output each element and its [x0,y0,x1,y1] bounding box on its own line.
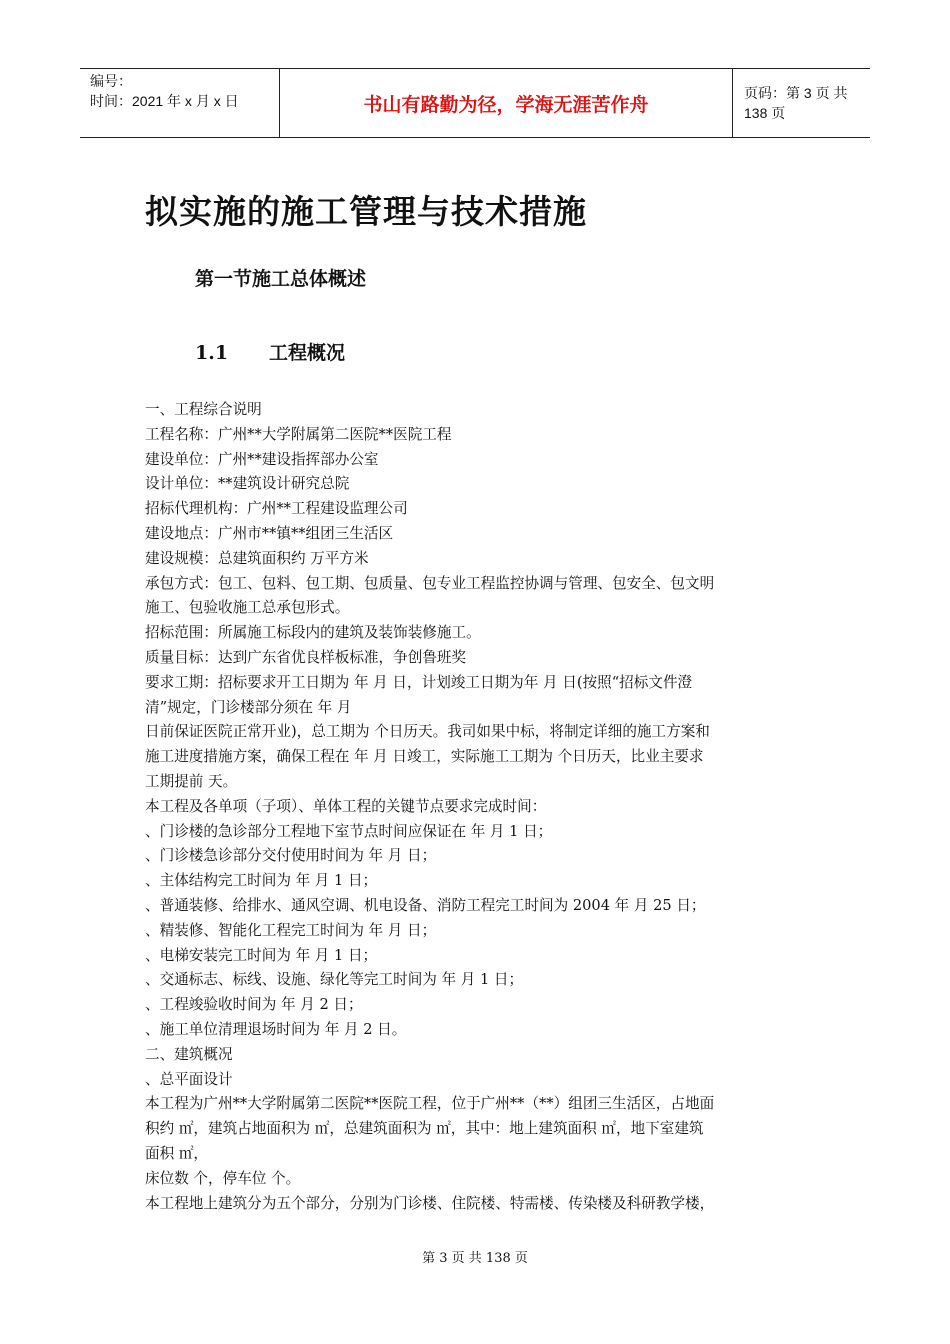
body-line: 、精装修、智能化工程完工时间为 年 月 日； [145,921,437,939]
section-heading: 第一节施工总体概述 [195,268,367,290]
body-line: 、普通装修、给排水、通风空调、机电设备、消防工程完工时间为 2004 年 月 25 日； [145,896,706,914]
body-line: 建设规模：总建筑面积约 万平方米 [145,549,369,567]
body-line: 施工、包验收施工总承包形式。 [145,599,350,617]
body-line: 建设单位：广州**建设指挥部办公室 [145,450,379,468]
body-line: 积约 ㎡，建筑占地面积为 ㎡，总建筑面积为 ㎡，其中：地上建筑面积 ㎡，地下室建筑 [145,1120,704,1138]
body-line: 本工程及各单项（子项）、单体工程的关键节点要求完成时间： [145,797,547,815]
body-line: 一、工程综合说明 [145,401,262,418]
body-line: 承包方式：包工、包料、包工期、包质量、包专业工程监控协调与管理、包安全、包文明 [145,574,715,592]
body-line: 招标范围：所属施工标段内的建筑及装饰装修施工。 [145,624,481,642]
body-line: 日前保证医院正常开业)，总工期为 个日历天。我司如果中标，将制定详细的施工方案和 [145,723,710,741]
subsection-title: 工程概况 [269,342,346,364]
body-line: 质量目标：达到广东省优良样板标准，争创鲁班奖 [145,648,467,666]
body-line: 要求工期：招标要求开工日期为 年 月 日，计划竣工日期为年 月 日(按照“招标文件澄 [145,673,693,691]
body-line: 、总平面设计 [145,1070,233,1088]
header-meta [80,69,280,137]
body-line: 设计单位：**建筑设计研究总院 [145,475,350,493]
header-motto: 书山有路勤为径，学海无涯苦作舟 [280,69,733,137]
body-line: 施工进度措施方案，确保工程在 年 月 日竣工，实际施工工期为 个日历天，比业主要求 [145,748,704,766]
body-line: 本工程为广州**大学附属第二医院**医院工程，位于广州**（**）组团三生活区，占地面 [145,1095,715,1113]
body-line: 、门诊楼的急诊部分工程地下室节点时间应保证在 年 月 1 日； [145,822,553,840]
body-line: 清”规定，门诊楼部分须在 年 月 [145,698,352,716]
header-number: 编号： [90,73,132,89]
body-line: 建设地点：广州市**镇**组团三生活区 [145,524,394,542]
body-line: 、门诊楼急诊部分交付使用时间为 年 月 日； [145,847,437,865]
body-line: 、施工单位清理退场时间为 年 月 2 日。 [145,1020,407,1038]
subsection-heading [195,338,345,365]
header-date: 时间：2021 年 x 月 x 日 [90,93,239,109]
page-footer: 第 3 页 共 138 页 [422,1251,528,1266]
body-line: 、工程竣验收时间为 年 月 2 日； [145,996,363,1014]
subsection-number: 1.1 [195,342,229,364]
body-line: 、电梯安装完工时间为 年 月 1 日； [145,946,378,964]
page-header [80,68,870,138]
body-line: 面积 ㎡， [145,1144,209,1162]
body-line: 床位数 个，停车位 个。 [145,1169,301,1187]
body-text [145,398,810,1216]
body-line: 招标代理机构：广州**工程建设监理公司 [145,500,408,518]
document-title: 拟实施的施工管理与技术措施 [145,192,587,231]
body-line: 、交通标志、标线、设施、绿化等完工时间为 年 月 1 日； [145,971,524,989]
body-line: 二、建筑概况 [145,1045,233,1063]
body-line: 工程名称：广州**大学附属第二医院**医院工程 [145,425,452,443]
body-line: 工期提前 天。 [145,772,238,790]
body-line: 本工程地上建筑分为五个部分，分别为门诊楼、住院楼、特需楼、传染楼及科研教学楼， [145,1194,715,1212]
header-page-info: 页码：第 3 页 共 138 页 [744,85,848,121]
body-line: 、主体结构完工时间为 年 月 1 日； [145,872,378,890]
